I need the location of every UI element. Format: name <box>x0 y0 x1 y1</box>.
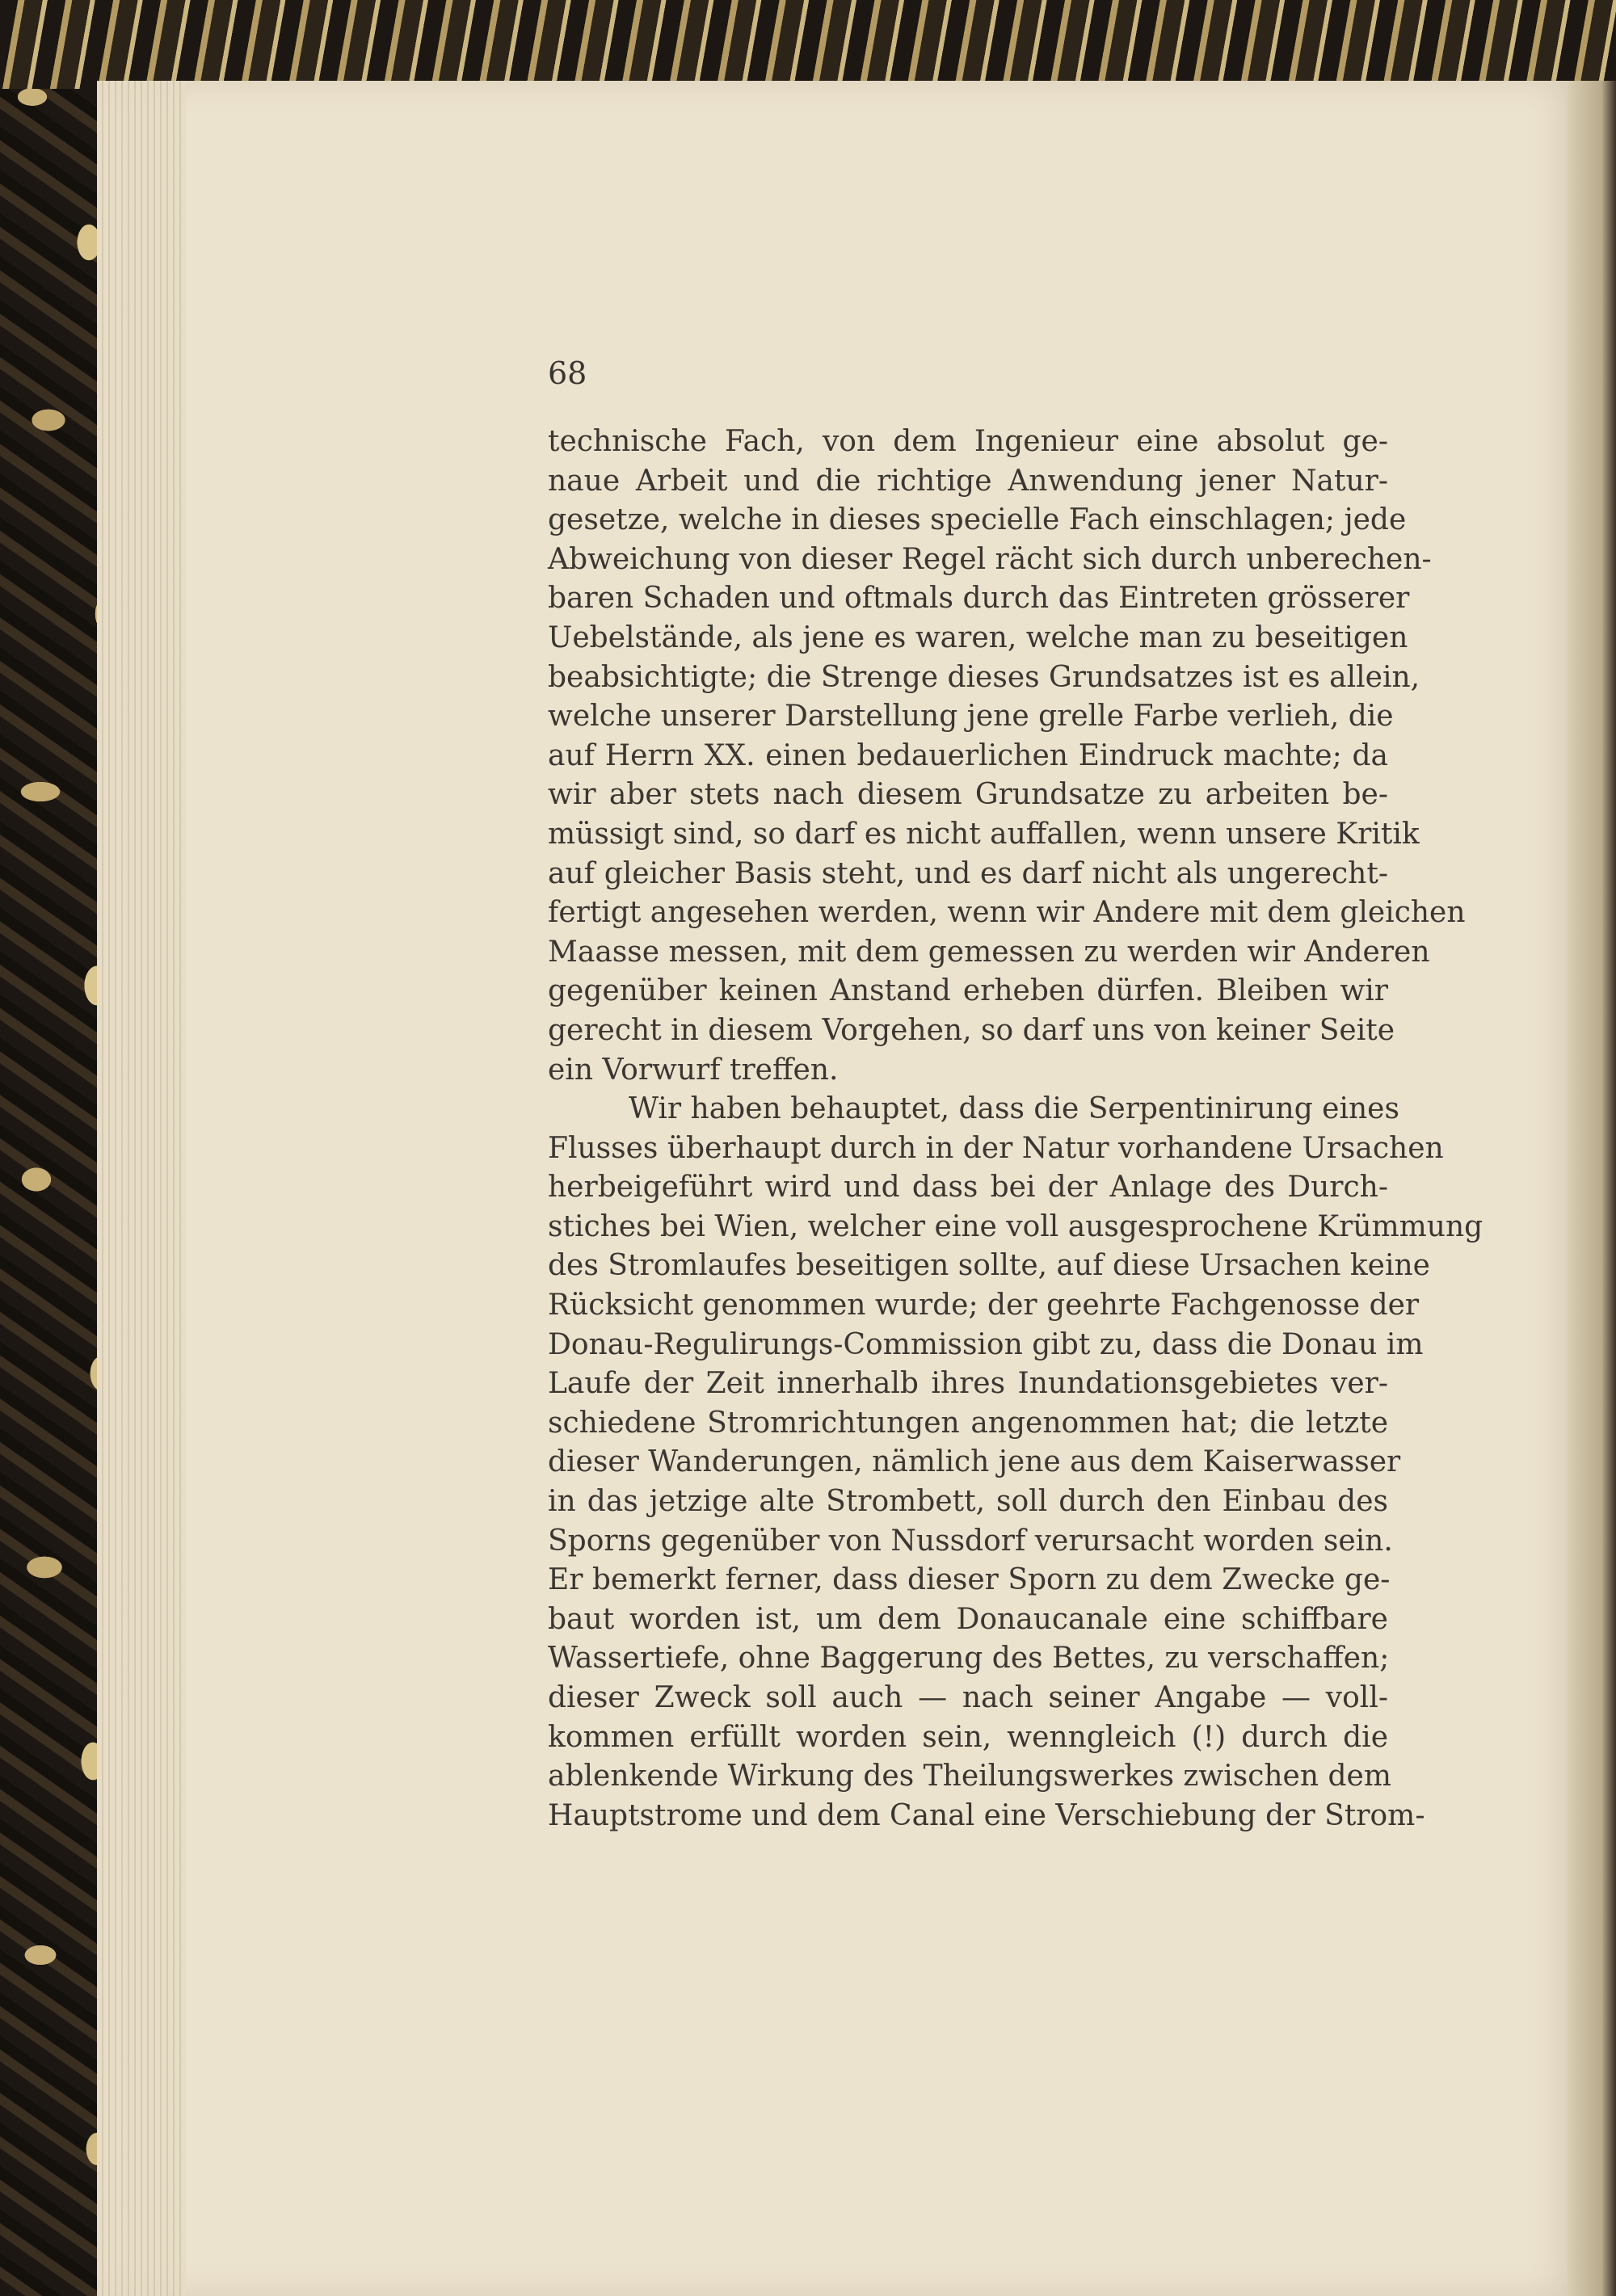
text-line: gesetze, welche in dieses specielle Fach einschlagen; jede <box>548 503 1407 537</box>
text-line: ablenkende Wirkung des Theilungswerkes zwischen dem <box>548 1760 1391 1793</box>
text-line: Er bemerkt ferner, dass dieser Sporn zu dem Zwecke ge- <box>548 1563 1391 1597</box>
text-line: stiches bei Wien, welcher eine voll ausgesprochene Krümmung <box>548 1209 1483 1243</box>
text-line: naue Arbeit und die richtige Anwendung jener Natur- <box>548 464 1388 498</box>
text-line: Flusses überhaupt durch in der Natur vorhandene Ursachen <box>548 1131 1444 1165</box>
text-line: herbeigeführt wird und dass bei der Anlage des Durch- <box>548 1171 1388 1205</box>
text-line: schiedene Stromrichtungen angenommen hat; die letzte <box>548 1406 1388 1440</box>
text-line: ein Vorwurf treffen. <box>548 1053 839 1087</box>
text-line: gerecht in diesem Vorgehen, so darf uns von keiner Seite <box>548 1013 1395 1047</box>
page-edges <box>97 81 186 2296</box>
marbled-top-edge <box>0 0 1616 89</box>
text-line: Wir haben behauptet, dass die Serpentinirung eines <box>629 1092 1399 1126</box>
body-text <box>548 423 1483 1836</box>
text-line: dieser Zweck soll auch — nach seiner Angabe — voll- <box>548 1681 1388 1714</box>
text-line: welche unserer Darstellung jene grelle Farbe verlieh, die <box>548 700 1394 734</box>
text-line: dieser Wanderungen, nämlich jene aus dem Kaiserwasser <box>548 1445 1401 1479</box>
text-line: Sporns gegenüber von Nussdorf verursacht worden sein. <box>548 1524 1393 1558</box>
page-number: 68 <box>548 355 587 391</box>
text-line: Abweichung von dieser Regel rächt sich durch unberechen- <box>548 542 1432 576</box>
text-line: baren Schaden und oftmals durch das Eintreten grösserer <box>548 582 1410 616</box>
text-line: in das jetzige alte Strombett, soll durch den Einbau des <box>548 1485 1388 1519</box>
text-line: Wassertiefe, ohne Baggerung des Bettes, zu verschaffen; <box>548 1642 1390 1676</box>
text-line: kommen erfüllt worden sein, wenngleich (!) durch die <box>548 1720 1388 1754</box>
text-line: Hauptstrome und dem Canal eine Verschiebung der Strom- <box>548 1798 1425 1832</box>
text-line: auf Herrn XX. einen bedauerlichen Eindruck machte; da <box>548 738 1388 772</box>
text-line: müssigt sind, so darf es nicht auffallen, wenn unsere Kritik <box>548 817 1420 851</box>
text-line: beabsichtigte; die Strenge dieses Grundsatzes ist es allein, <box>548 660 1420 694</box>
text-line: technische Fach, von dem Ingenieur eine absolut ge- <box>548 425 1388 458</box>
text-line: baut worden ist, um dem Donaucanale eine schiffbare <box>548 1602 1388 1636</box>
text-line: wir aber stets nach diesem Grundsatze zu arbeiten be- <box>548 778 1388 812</box>
text-line: auf gleicher Basis steht, und es darf nicht als ungerecht- <box>548 856 1388 890</box>
text-line: fertigt angesehen werden, wenn wir Andere mit dem gleichen <box>548 896 1466 930</box>
text-line: gegenüber keinen Anstand erheben dürfen. Bleiben wir <box>548 974 1388 1008</box>
page-gutter <box>1568 81 1616 2296</box>
text-line: Uebelstände, als jene es waren, welche man zu beseitigen <box>548 620 1408 654</box>
text-line: des Stromlaufes beseitigen sollte, auf diese Ursachen keine <box>548 1249 1430 1283</box>
text-line: Rücksicht genommen wurde; der geehrte Fachgenosse der <box>548 1289 1420 1323</box>
text-line: Donau-Regulirungs-Commission gibt zu, dass die Donau im <box>548 1327 1424 1361</box>
text-line: Maasse messen, mit dem gemessen zu werden wir Anderen <box>548 935 1430 969</box>
text-line: Laufe der Zeit innerhalb ihres Inundationsgebietes ver- <box>548 1367 1388 1401</box>
